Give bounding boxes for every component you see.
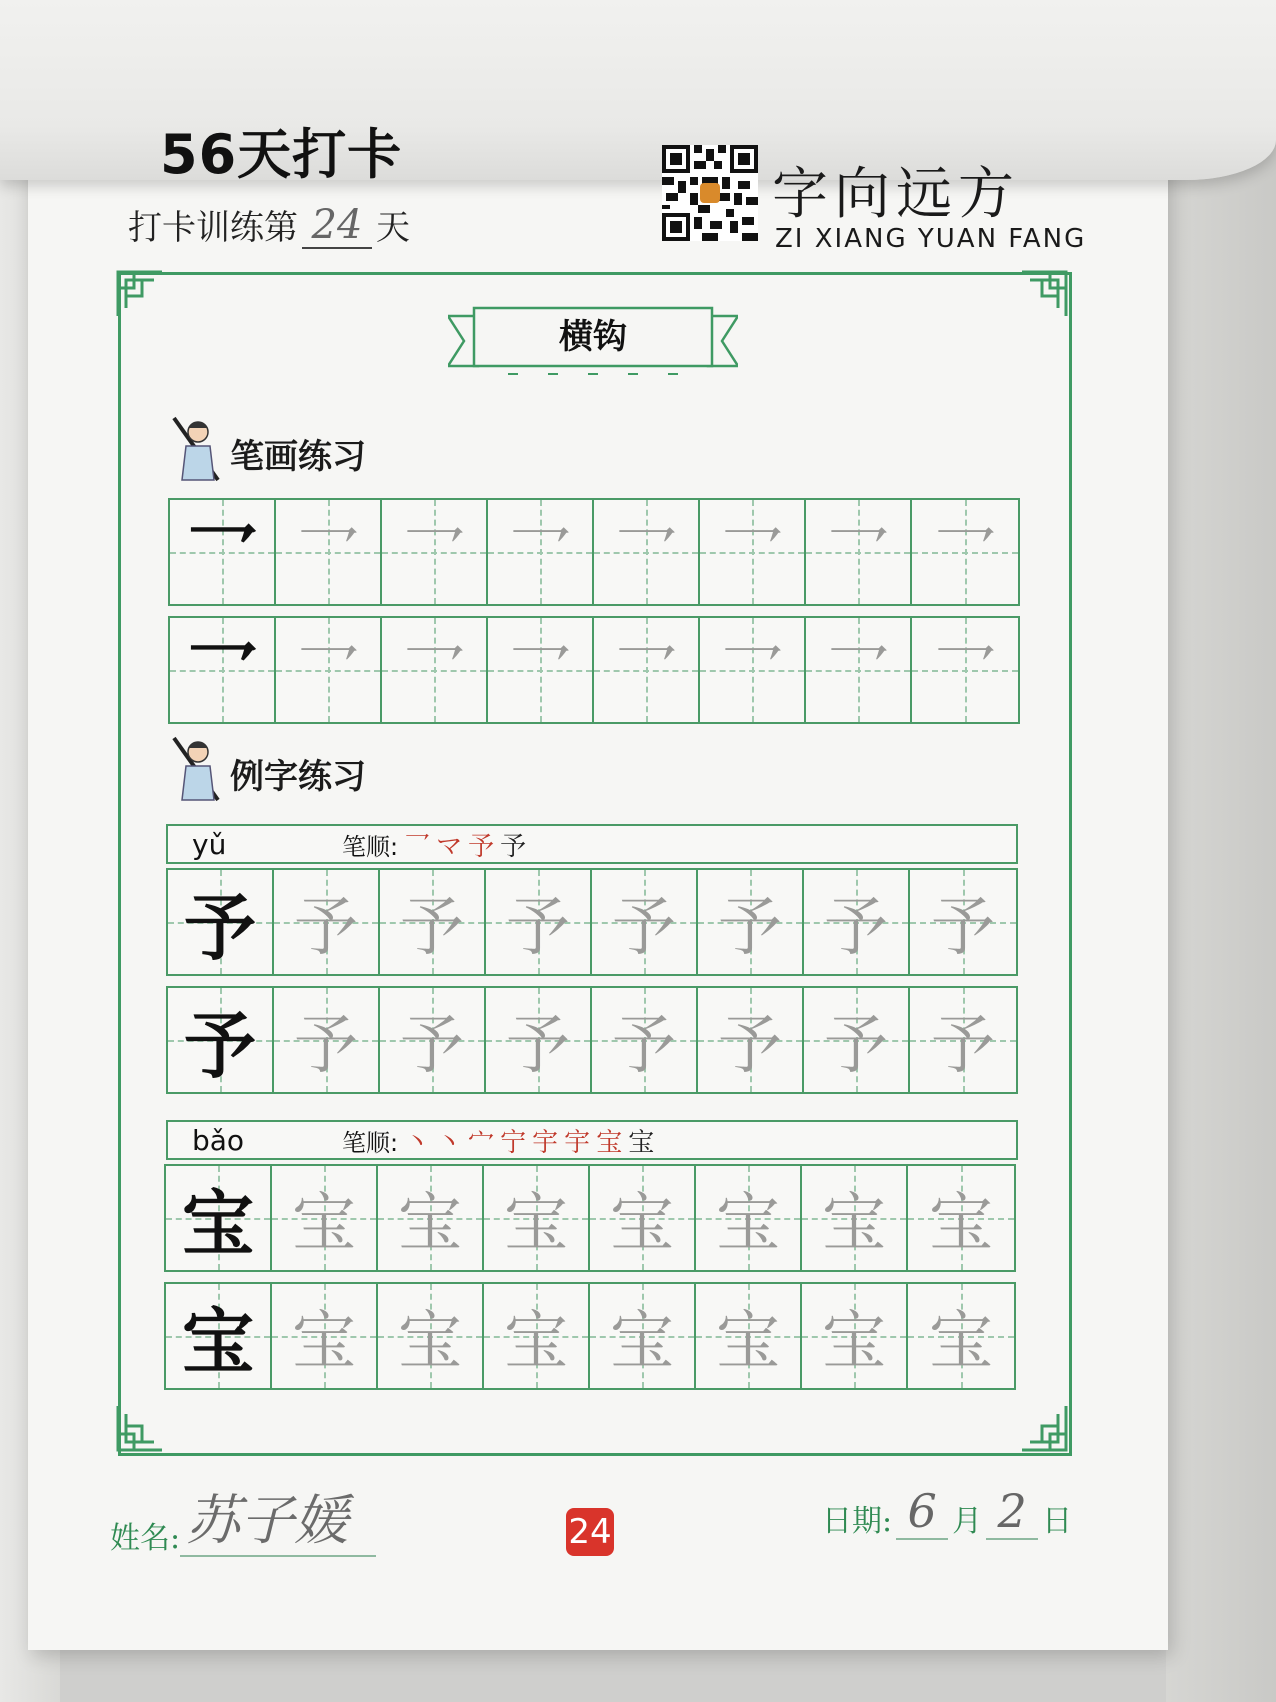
traced-glyph: 宝 — [292, 1187, 356, 1261]
trace-cell — [274, 988, 380, 1092]
table-surface-right — [1166, 0, 1276, 1702]
qr-code — [662, 145, 758, 241]
traced-glyph: 乛 — [933, 639, 997, 713]
traced-glyph: 宝 — [716, 1305, 780, 1379]
traced-glyph: 宝 — [929, 1187, 993, 1261]
model-glyph: 予 — [183, 885, 256, 970]
trace-cell — [484, 1284, 590, 1388]
traced-glyph: 宝 — [822, 1305, 886, 1379]
trace-cell — [378, 1284, 484, 1388]
example-practice-heading — [168, 734, 366, 804]
date-month-handwritten: 6 — [896, 1484, 948, 1540]
day-label: 日 — [1042, 1504, 1073, 1539]
traced-glyph: 予 — [506, 1009, 570, 1083]
name-label: 姓名: — [110, 1521, 181, 1556]
day-prefix: 打卡训练第 — [128, 208, 298, 248]
trace-cell — [696, 1284, 802, 1388]
stroke-order-step: 乛 — [404, 831, 437, 862]
stroke-order-step: 宀 — [468, 1127, 501, 1158]
trace-cell — [802, 1284, 908, 1388]
trace-cell — [592, 870, 698, 974]
traced-glyph: 予 — [612, 891, 676, 965]
traced-glyph: 予 — [824, 1009, 888, 1083]
traced-glyph: 宝 — [504, 1305, 568, 1379]
traced-glyph: 予 — [294, 1009, 358, 1083]
stroke-order-step: 予 — [500, 831, 533, 862]
traced-glyph: 予 — [718, 1009, 782, 1083]
month-label: 月 — [952, 1504, 983, 1539]
traced-glyph: 乛 — [402, 521, 466, 595]
trace-cell — [804, 988, 910, 1092]
trace-cell — [912, 500, 1018, 604]
traced-glyph: 予 — [612, 1009, 676, 1083]
traced-glyph: 乛 — [296, 521, 360, 595]
stroke-order-step: 丶 — [436, 1127, 469, 1158]
trace-cell — [802, 1166, 908, 1270]
trace-cell — [592, 988, 698, 1092]
model-glyph: 予 — [183, 1003, 256, 1088]
stroke-order-step: 予 — [468, 831, 501, 862]
trace-cell — [806, 500, 912, 604]
traced-glyph: 乛 — [933, 521, 997, 595]
day-number-handwritten: 24 — [302, 203, 372, 249]
traced-glyph: 宝 — [929, 1305, 993, 1379]
brand-logo-cn: 字向远方 — [772, 162, 1020, 227]
traced-glyph: 宝 — [398, 1305, 462, 1379]
section-label: 笔画练习 — [230, 437, 366, 477]
trace-cell — [698, 870, 804, 974]
trace-cell — [804, 870, 910, 974]
traced-glyph: 乛 — [508, 521, 572, 595]
frame-corner-ornament-icon — [112, 266, 168, 322]
page-number-badge: 24 — [566, 1508, 614, 1556]
stroke-order-sequence — [404, 826, 532, 863]
stroke-order-step: 宁 — [500, 1127, 533, 1158]
model-glyph: 宝 — [181, 1299, 254, 1384]
scholar-figure-icon — [168, 414, 226, 484]
trace-cell — [912, 618, 1018, 722]
traced-glyph: 乛 — [614, 521, 678, 595]
stroke-order-step: マ — [436, 831, 469, 862]
trace-cell — [380, 988, 486, 1092]
trace-cell — [276, 500, 382, 604]
trace-cell — [382, 618, 488, 722]
date-field — [822, 1484, 1072, 1540]
trace-cell — [698, 988, 804, 1092]
traced-glyph: 予 — [400, 1009, 464, 1083]
stroke-order-step: 宝 — [628, 1127, 661, 1158]
name-handwritten: 苏子媛 — [180, 1478, 376, 1557]
trace-cell — [274, 870, 380, 974]
trace-cell — [484, 1166, 590, 1270]
character-practice-row — [164, 1164, 1016, 1272]
traced-glyph: 乛 — [402, 639, 466, 713]
trace-cell — [488, 500, 594, 604]
pinyin: yǔ — [192, 827, 227, 861]
trace-cell — [378, 1166, 484, 1270]
trace-cell — [806, 618, 912, 722]
traced-glyph: 予 — [294, 891, 358, 965]
pinyin: bǎo — [192, 1123, 245, 1157]
traced-glyph: 宝 — [716, 1187, 780, 1261]
character-practice-row — [166, 986, 1018, 1094]
trace-cell — [594, 500, 700, 604]
model-cell — [168, 988, 274, 1092]
trace-cell — [700, 618, 806, 722]
trace-cell — [590, 1166, 696, 1270]
date-day-handwritten: 2 — [986, 1484, 1038, 1540]
trace-cell — [380, 870, 486, 974]
frame-corner-ornament-icon — [1016, 1400, 1072, 1456]
stroke-order-step: 宝 — [596, 1127, 629, 1158]
character-practice-row — [166, 868, 1018, 976]
traced-glyph: 乛 — [720, 639, 784, 713]
traced-glyph: 予 — [506, 891, 570, 965]
stroke-order-step: 丶 — [404, 1127, 437, 1158]
model-cell — [166, 1166, 272, 1270]
traced-glyph: 宝 — [822, 1187, 886, 1261]
stroke-order-label: 笔顺: — [342, 1128, 399, 1157]
traced-glyph: 乛 — [296, 639, 360, 713]
day-suffix: 天 — [376, 208, 410, 248]
traced-glyph: 予 — [931, 1009, 995, 1083]
scholar-figure-icon — [168, 734, 226, 804]
stroke-order-step: 宇 — [532, 1127, 565, 1158]
stroke-order-sequence — [404, 1122, 660, 1159]
frame-corner-ornament-icon — [1016, 266, 1072, 322]
traced-glyph: 乛 — [508, 639, 572, 713]
traced-glyph: 乛 — [614, 639, 678, 713]
stroke-order-label: 笔顺: — [342, 832, 399, 861]
trace-cell — [910, 870, 1016, 974]
name-field — [110, 1478, 376, 1557]
trace-cell — [272, 1166, 378, 1270]
stroke-name: 横钩 — [559, 317, 627, 357]
page-title: 56天打卡 — [160, 123, 403, 186]
traced-glyph: 予 — [824, 891, 888, 965]
model-cell — [168, 870, 274, 974]
model-glyph: 宝 — [181, 1181, 254, 1266]
traced-glyph: 宝 — [504, 1187, 568, 1261]
qr-logo-icon — [700, 183, 720, 203]
trace-cell — [382, 500, 488, 604]
stroke-practice-row — [168, 498, 1020, 606]
model-cell — [170, 500, 276, 604]
pinyin-strip — [166, 824, 1018, 864]
trace-cell — [486, 988, 592, 1092]
brand-logo-en: ZI XIANG YUAN FANG — [775, 224, 1087, 254]
date-label: 日期: — [822, 1504, 893, 1539]
model-glyph: 乛 — [185, 515, 258, 600]
model-glyph: 乛 — [185, 633, 258, 718]
character-practice-row — [164, 1282, 1016, 1390]
pinyin-strip — [166, 1120, 1018, 1160]
trace-cell — [590, 1284, 696, 1388]
stroke-practice-row — [168, 616, 1020, 724]
trace-cell — [908, 1166, 1014, 1270]
trace-cell — [488, 618, 594, 722]
trace-cell — [486, 870, 592, 974]
trace-cell — [272, 1284, 378, 1388]
trace-cell — [594, 618, 700, 722]
traced-glyph: 乛 — [826, 639, 890, 713]
traced-glyph: 予 — [718, 891, 782, 965]
traced-glyph: 予 — [400, 891, 464, 965]
model-cell — [170, 618, 276, 722]
frame-corner-ornament-icon — [112, 1400, 168, 1456]
trace-cell — [908, 1284, 1014, 1388]
traced-glyph: 宝 — [610, 1305, 674, 1379]
model-cell — [166, 1284, 272, 1388]
traced-glyph: 宝 — [292, 1305, 356, 1379]
traced-glyph: 乛 — [720, 521, 784, 595]
trace-cell — [276, 618, 382, 722]
traced-glyph: 予 — [931, 891, 995, 965]
traced-glyph: 乛 — [826, 521, 890, 595]
trace-cell — [910, 988, 1016, 1092]
stroke-practice-heading — [168, 414, 366, 484]
trace-cell — [696, 1166, 802, 1270]
trace-cell — [700, 500, 806, 604]
traced-glyph: 宝 — [398, 1187, 462, 1261]
section-label: 例字练习 — [230, 757, 366, 797]
traced-glyph: 宝 — [610, 1187, 674, 1261]
stroke-order-step: 宇 — [564, 1127, 597, 1158]
day-counter — [128, 200, 410, 249]
